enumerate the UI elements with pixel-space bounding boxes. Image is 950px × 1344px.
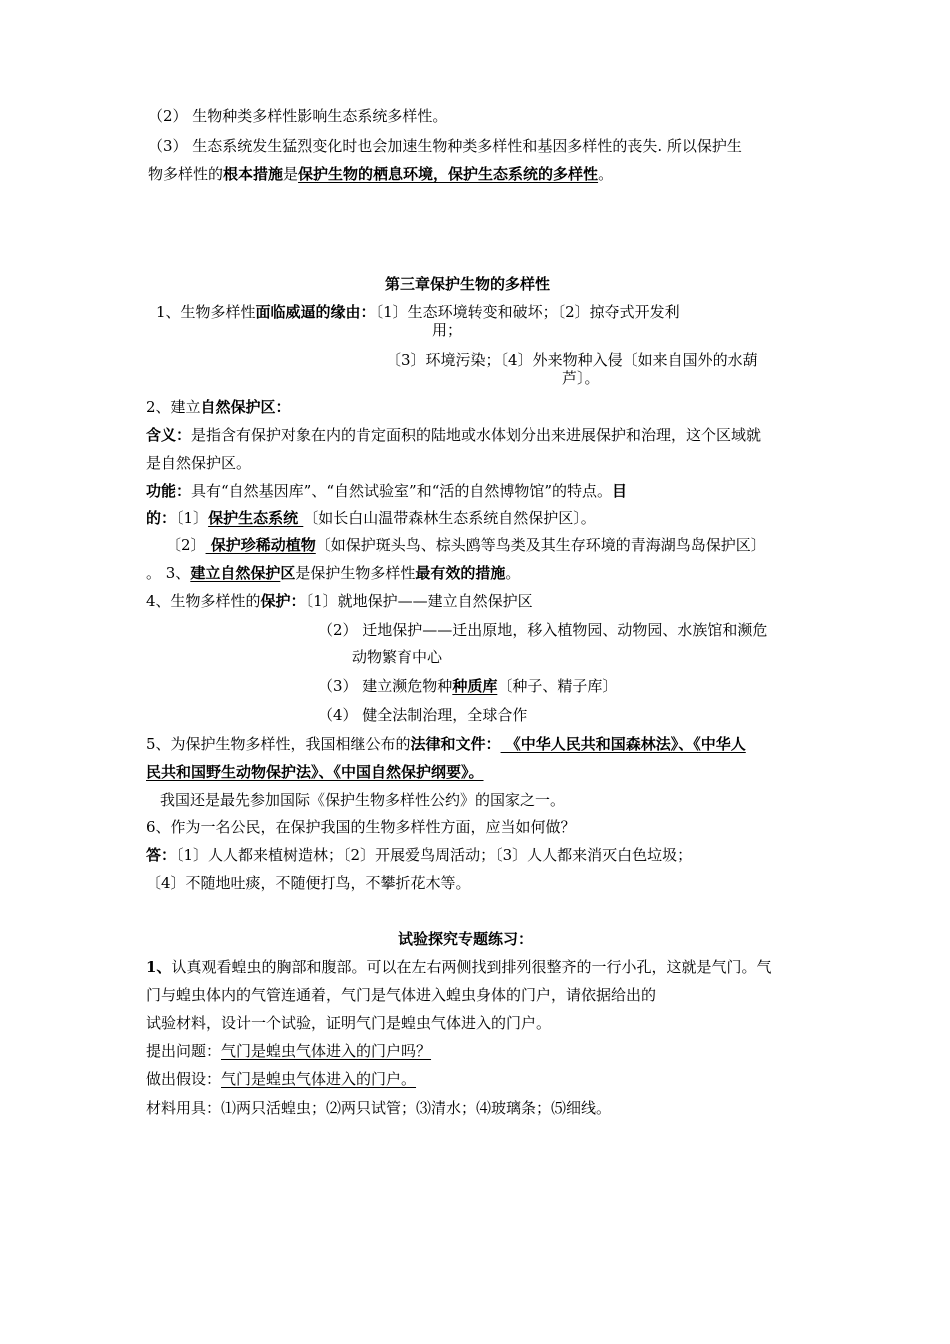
- text-line: 6、作为一名公民，在保护我国的生物多样性方面，应当如何做？: [146, 818, 576, 836]
- text-line: 2、建立自然保护区：: [146, 398, 291, 416]
- text-line: 功能：具有“自然基因库”、“自然试验室”和“活的自然博物馆”的特点。目: [146, 482, 628, 500]
- text-line: 做出假设：气门是蝗虫气体进入的门户。: [146, 1070, 417, 1088]
- text-line: 门与蝗虫体内的气管连通着，气门是气体进入蝗虫身体的门户，请依据给出的: [146, 986, 657, 1004]
- text-line: 提出问题：气门是蝗虫气体进入的门户吗？: [146, 1042, 432, 1060]
- text-line: 物多样性的根本措施是保护生物的栖息环境，保护生态系统的多样性。: [148, 165, 614, 183]
- text-line: 我国还是最先参加国际《保护生物多样性公约》的国家之一。: [160, 791, 566, 809]
- text-line: 民共和国野生动物保护法》、《中国自然保护纲要》。: [146, 763, 484, 781]
- text-line: （3） 生态系统发生猛烈变化时也会加速生物种类多样性和基因多样性的丧失. 所以保护生: [148, 137, 742, 155]
- text-line: （4） 健全法制治理，全球合作: [318, 706, 528, 724]
- text-line: 材料用具：⑴两只活蝗虫；⑵两只试管；⑶清水；⑷玻璃条；⑸细线。: [146, 1099, 612, 1117]
- text-line: 4、生物多样性的保护：〔1〕就地保护——建立自然保护区: [146, 592, 533, 610]
- text-line: 。 3、建立自然保护区是保护生物多样性最有效的措施。: [146, 564, 521, 582]
- text-line: 1、生物多样性面临威逼的缘由：〔1〕生态环境转变和破坏；〔2〕掠夺式开发利: [156, 303, 680, 321]
- text-line: 〔3〕环境污染；〔4〕外来物种入侵〔如来自国外的水葫: [386, 351, 758, 369]
- text-line: 1、认真观看蝗虫的胸部和腹部。可以在左右两侧找到排列很整齐的一行小孔，这就是气门。气: [146, 958, 772, 976]
- section-title: 试验探究专题练习：: [398, 930, 534, 948]
- text-line: 〔2〕 保护珍稀动植物〔如保护斑头鸟、棕头鸥等鸟类及其生存环境的青海湖鸟岛保护区〕: [166, 536, 766, 554]
- text-line: 答：〔1〕人人都来植树造林；〔2〕开展爱鸟周活动；〔3〕人人都来消灭白色垃圾；: [146, 846, 693, 864]
- text-line: 〔4〕不随地吐痰，不随便打鸟，不攀折花木等。: [146, 874, 471, 892]
- text-line: 的：〔1〕保护生态系统 〔如长白山温带森林生态系统自然保护区〕。: [146, 509, 596, 527]
- text-line: （3） 建立濒危物种种质库〔种子、精子库〕: [318, 677, 618, 695]
- text-line: （2） 迁地保护——迁出原地，移入植物园、动物园、水族馆和濒危: [318, 621, 768, 639]
- text-line: 是自然保护区。: [146, 454, 252, 472]
- text-line: 动物繁育中心: [352, 648, 443, 666]
- text-line: 试验材料，设计一个试验，证明气门是蝗虫气体进入的门户。: [146, 1014, 552, 1032]
- text-line: 芦〕。: [562, 369, 600, 387]
- text-line: 用；: [432, 321, 463, 339]
- text-line: 5、为保护生物多样性，我国相继公布的法律和文件： 《中华人民共和国森林法》、《中华人: [146, 735, 746, 753]
- text-line: （2） 生物种类多样性影响生态系统多样性。: [148, 107, 448, 125]
- chapter-title: 第三章保护生物的多样性: [385, 275, 551, 293]
- text-line: 含义：是指含有保护对象在内的肯定面积的陆地或水体划分出来进展保护和治理，这个区域就: [146, 426, 762, 444]
